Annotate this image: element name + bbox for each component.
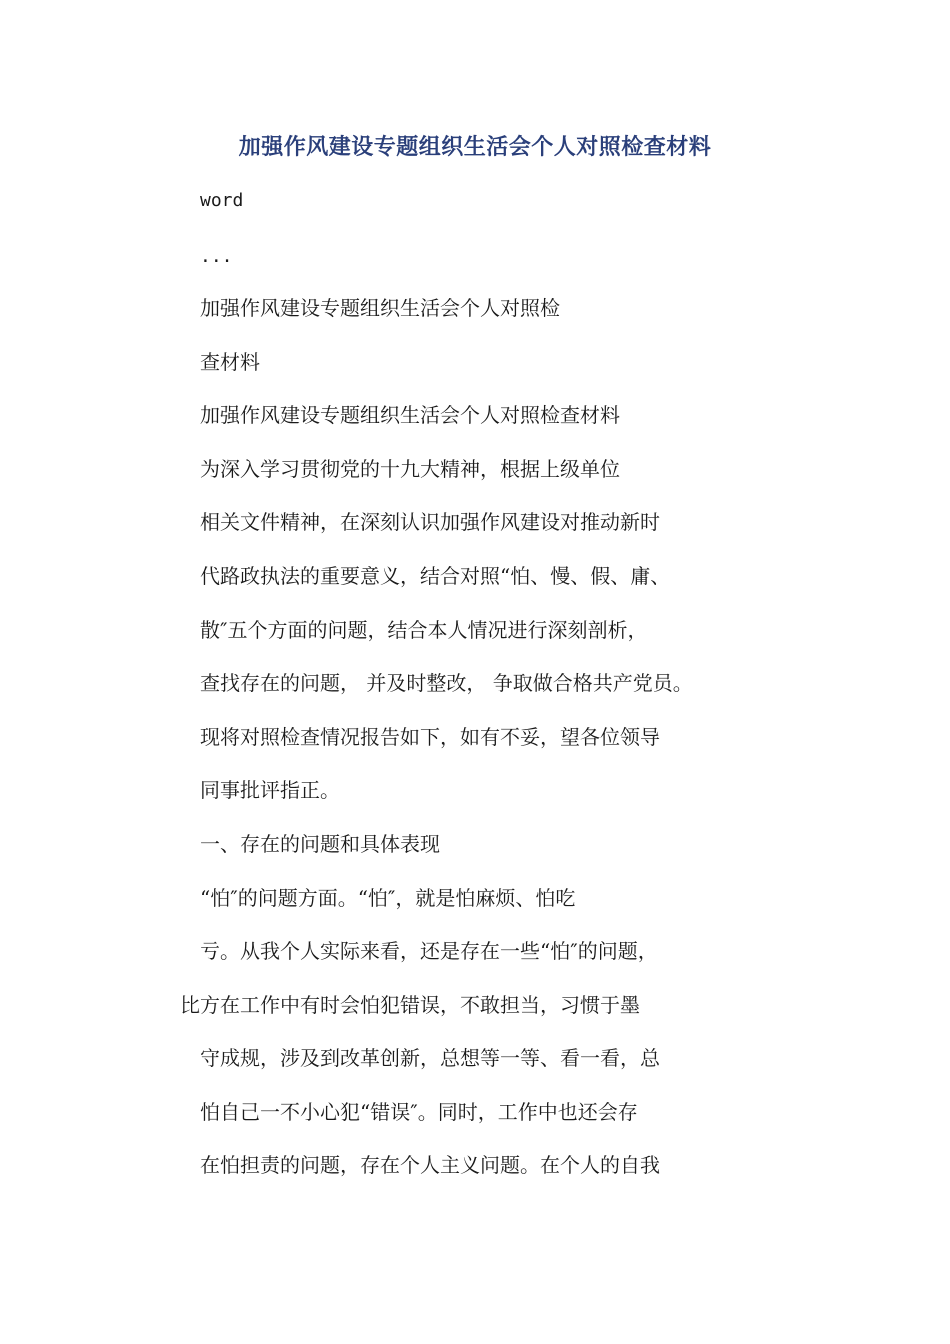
text-line: ... (200, 246, 233, 267)
text-line: 加强作风建设专题组织生活会个人对照检查材料 (200, 403, 620, 427)
text-line: “怕″的问题方面。“怕″，就是怕麻烦、怕吃 (200, 886, 576, 910)
text-line: 守成规，涉及到改革创新，总想等一等、看一看，总 (200, 1046, 660, 1070)
text-line: 怕自己一不小心犯“错误″。同时，工作中也还会存 (200, 1100, 638, 1124)
text-line: 查找存在的问题， 并及时整改， 争取做合格共产党员。 (200, 671, 693, 695)
text-line: 散″五个方面的问题，结合本人情况进行深刻剖析， (200, 618, 648, 642)
text-line: 查材料 (200, 350, 260, 374)
text-line: 在怕担责的问题，存在个人主义问题。在个人的自我 (200, 1153, 660, 1177)
text-line: 为深入学习贯彻党的十九大精神，根据上级单位 (200, 457, 620, 481)
text-line: 代路政执法的重要意义，结合对照“怕、慢、假、庸、 (200, 564, 671, 588)
document-title: 加强作风建设专题组织生活会个人对照检查材料 (238, 135, 712, 160)
text-line: 现将对照检查情况报告如下，如有不妥，望各位领导 (200, 725, 660, 749)
text-line: word (200, 190, 244, 211)
text-line: 亏。从我个人实际来看，还是存在一些“怕″的问题， (200, 939, 658, 963)
text-line: 同事批评指正。 (200, 778, 340, 802)
text-line: 相关文件精神，在深刻认识加强作风建设对推动新时 (200, 510, 660, 534)
section-heading: 一、存在的问题和具体表现 (200, 832, 440, 856)
text-line: 比方在工作中有时会怕犯错误，不敢担当，习惯于墨 (180, 993, 640, 1017)
text-line: 加强作风建设专题组织生活会个人对照检 (200, 296, 560, 320)
